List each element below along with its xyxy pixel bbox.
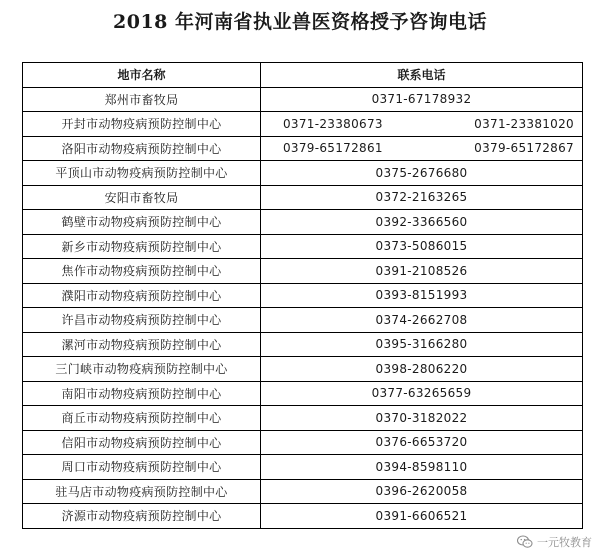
phone-number: 0393-8151993 [375,288,468,303]
city-name-cell: 鹤壁市动物疫病预防控制中心 [23,210,261,235]
phone-cell [261,479,583,504]
table-row [23,308,583,333]
phone-number: 0391-6606521 [375,508,468,523]
city-name-cell: 周口市动物疫病预防控制中心 [23,455,261,480]
table-row [23,259,583,284]
city-name-cell: 三门峡市动物疫病预防控制中心 [23,357,261,382]
phone-cell [261,136,583,161]
table-row [23,406,583,431]
phone-number: 0374-2662708 [375,312,468,327]
table-row [23,136,583,161]
table-row [23,87,583,112]
table-row [23,357,583,382]
column-header-phone: 联系电话 [261,63,583,88]
table-row [23,112,583,137]
table-row [23,283,583,308]
phone-cell [261,87,583,112]
table-row [23,210,583,235]
table-row [23,455,583,480]
table-row [23,234,583,259]
phone-number: 0379-65172867 [474,141,574,156]
table-row [23,332,583,357]
city-name-cell: 信阳市动物疫病预防控制中心 [23,430,261,455]
city-name-cell: 济源市动物疫病预防控制中心 [23,504,261,529]
phone-cell [261,210,583,235]
city-name-cell: 洛阳市动物疫病预防控制中心 [23,136,261,161]
phone-cell [261,381,583,406]
phone-number: 0375-2676680 [375,165,468,180]
phone-number: 0379-65172861 [283,141,383,156]
phone-cell [261,308,583,333]
phone-number: 0372-2163265 [375,190,468,205]
city-name-cell: 平顶山市动物疫病预防控制中心 [23,161,261,186]
contact-table [22,62,583,529]
city-name-cell: 许昌市动物疫病预防控制中心 [23,308,261,333]
city-name-cell: 商丘市动物疫病预防控制中心 [23,406,261,431]
city-name-cell: 濮阳市动物疫病预防控制中心 [23,283,261,308]
phone-number: 0391-2108526 [375,263,468,278]
phone-cell [261,406,583,431]
column-header-city: 地市名称 [23,63,261,88]
city-name-cell: 郑州市畜牧局 [23,87,261,112]
phone-number: 0370-3182022 [375,410,468,425]
phone-number: 0371-23380673 [283,116,383,131]
phone-cell [261,332,583,357]
phone-number: 0395-3166280 [375,337,468,352]
phone-cell [261,259,583,284]
phone-number: 0394-8598110 [375,459,468,474]
watermark-text: 一元牧教育 [537,536,592,549]
phone-number: 0377-63265659 [371,386,472,401]
table-row [23,430,583,455]
phone-cell [261,455,583,480]
page-title: 2018 年河南省执业兽医资格授予咨询电话 [113,11,487,33]
phone-cell [261,283,583,308]
table-row [23,185,583,210]
phone-number: 0376-6653720 [375,435,468,450]
phone-number: 0396-2620058 [375,484,468,499]
phone-cell [261,357,583,382]
table-row [23,381,583,406]
table-row [23,504,583,529]
wechat-icon [517,535,533,549]
table-row [23,479,583,504]
table-row [23,161,583,186]
watermark [517,534,592,550]
city-name-cell: 开封市动物疫病预防控制中心 [23,112,261,137]
phone-number: 0392-3366560 [375,214,468,229]
city-name-cell: 新乡市动物疫病预防控制中心 [23,234,261,259]
phone-cell [261,234,583,259]
phone-number: 0398-2806220 [375,361,468,376]
table-header-row [23,63,583,88]
table-body [23,87,583,528]
phone-cell [261,504,583,529]
city-name-cell: 驻马店市动物疫病预防控制中心 [23,479,261,504]
city-name-cell: 焦作市动物疫病预防控制中心 [23,259,261,284]
phone-number: 0373-5086015 [375,239,468,254]
phone-cell [261,161,583,186]
city-name-cell: 南阳市动物疫病预防控制中心 [23,381,261,406]
phone-cell [261,185,583,210]
phone-cell [261,430,583,455]
city-name-cell: 安阳市畜牧局 [23,185,261,210]
phone-number: 0371-67178932 [371,92,472,107]
phone-number: 0371-23381020 [474,116,574,131]
city-name-cell: 漯河市动物疫病预防控制中心 [23,332,261,357]
phone-cell [261,112,583,137]
